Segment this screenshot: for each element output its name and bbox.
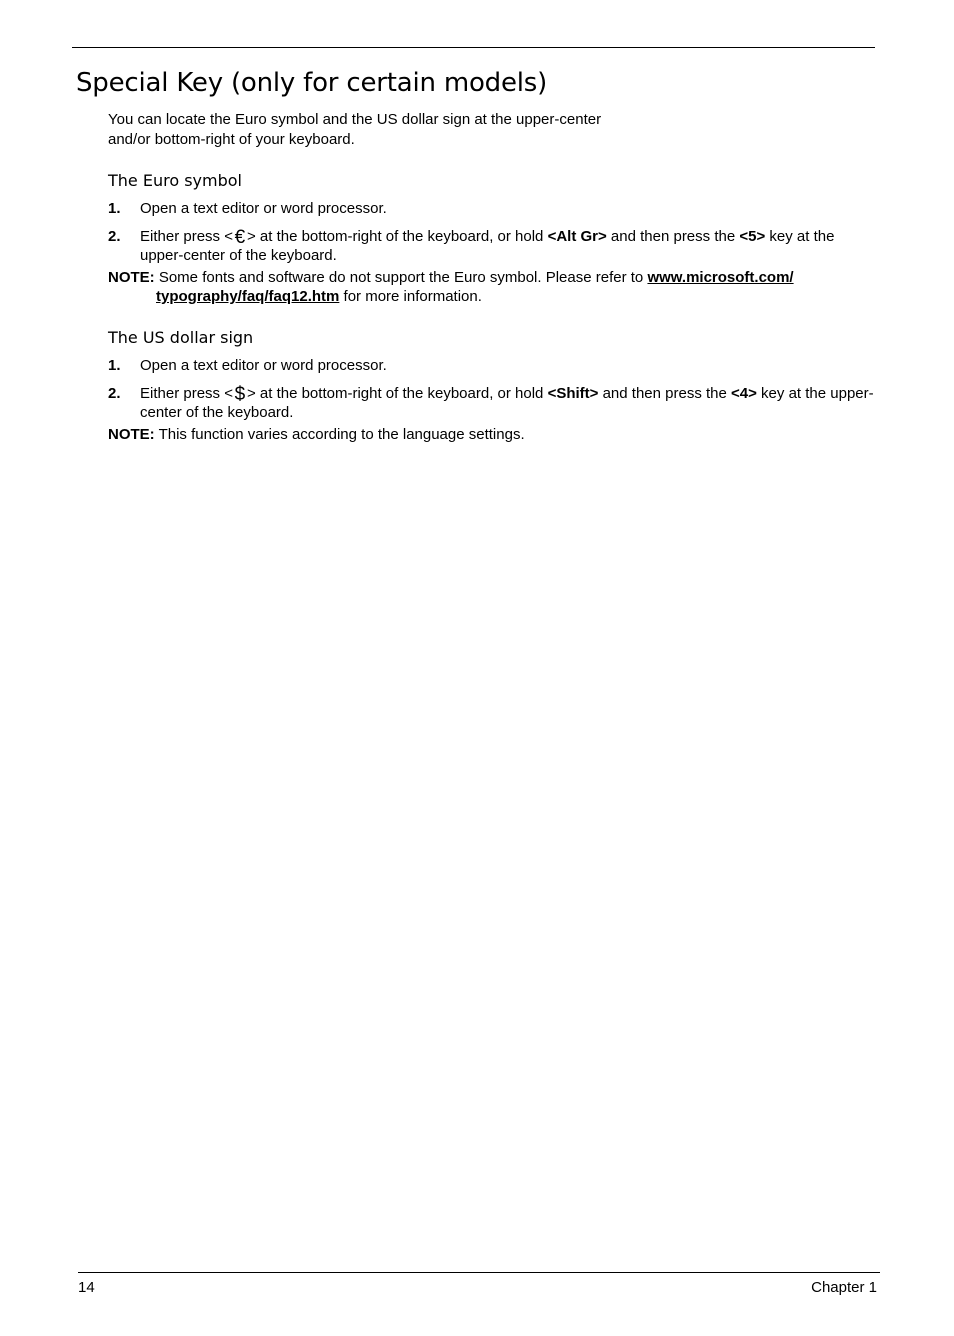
faq-link-part-1[interactable]: www.microsoft.com/ <box>647 269 794 286</box>
euro-section-heading: The Euro symbol <box>108 171 242 190</box>
euro-step-2 <box>108 227 878 265</box>
page-number: 14 <box>78 1279 95 1296</box>
dollar-step-1 <box>108 356 878 375</box>
step-number: 1. <box>108 357 121 374</box>
note-text: Some fonts and software do not support the Euro symbol. Please refer to <box>154 269 648 286</box>
intro-line-1: You can locate the Euro symbol and the US dollar sign at the upper-center <box>108 111 602 128</box>
dollar-note <box>108 425 878 444</box>
note-label: NOTE: <box>108 426 155 443</box>
page-title: Special Key (only for certain models) <box>76 68 548 98</box>
faq-link-part-2[interactable]: typography/faq/faq12.htm <box>156 288 340 305</box>
step-text: Open a text editor or word processor. <box>140 357 387 374</box>
note-continuation <box>108 287 878 306</box>
dollar-sign-icon: $ <box>234 384 246 405</box>
note-text: This function varies according to the language settings. <box>154 426 525 443</box>
euro-symbol-icon: € <box>234 227 246 248</box>
key-4: <4> <box>731 385 757 402</box>
step-text: Either press <€ > at the bottom-right of the keyboard, or hold <Alt Gr> and then press the <5> key at the upper-center of the keyboard. <box>140 227 835 264</box>
key-5: <5> <box>739 228 766 245</box>
euro-note <box>108 268 878 306</box>
dollar-section-heading: The US dollar sign <box>108 328 254 347</box>
footer-rule <box>78 1272 880 1273</box>
chapter-label: Chapter 1 <box>811 1279 877 1296</box>
header-rule <box>72 47 875 48</box>
note-after-text: for more information. <box>339 288 482 305</box>
step-number: 2. <box>108 385 121 402</box>
step-text: Either press <$ > at the bottom-right of the keyboard, or hold <Shift> and then press the <4> key at the upper-center of the keyboard. <box>140 384 874 421</box>
dollar-step-2 <box>108 384 878 422</box>
note-label: NOTE: <box>108 269 155 286</box>
key-alt-gr: <Alt Gr> <box>547 228 607 245</box>
key-shift: <Shift> <box>547 385 599 402</box>
step-text: Open a text editor or word processor. <box>140 200 387 217</box>
step-number: 2. <box>108 228 121 245</box>
step-number: 1. <box>108 200 121 217</box>
intro-line-2: and/or bottom-right of your keyboard. <box>108 131 355 148</box>
euro-step-1 <box>108 199 878 218</box>
intro-paragraph <box>108 110 668 150</box>
